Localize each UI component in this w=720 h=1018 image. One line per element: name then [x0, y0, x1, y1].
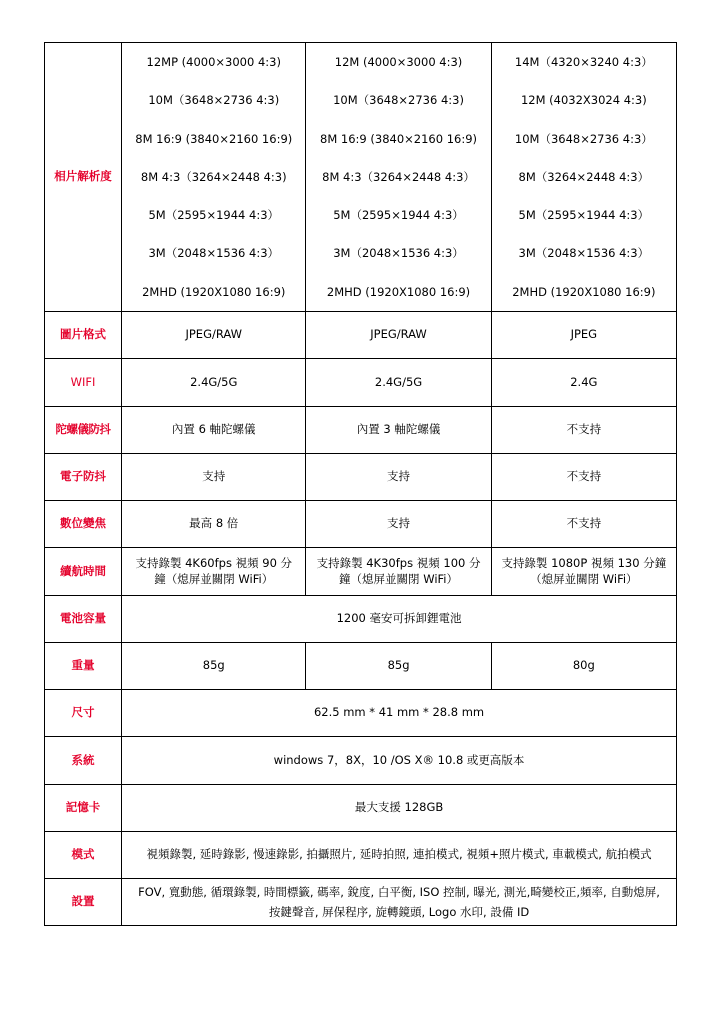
res-b-1: 10M（3648×2736 4:3) [333, 93, 464, 108]
res-b-0: 12M (4000×3000 4:3) [334, 55, 463, 69]
res-b-4: 5M（2595×1944 4:3） [333, 208, 464, 223]
eis-b: 支持 [306, 454, 491, 501]
battery-life-a-line1: 支持錄製 4K60fps 視頻 90 分 [135, 556, 293, 571]
row-battery [45, 596, 677, 643]
zoom-b: 支持 [306, 501, 491, 548]
row-eis [45, 454, 677, 501]
res-c-4: 5M（2595×1944 4:3） [518, 208, 650, 223]
row-resolution [45, 43, 677, 312]
weight-a: 85g [122, 643, 306, 690]
label-weight: 重量 [45, 643, 122, 690]
row-memory [45, 785, 677, 832]
battery-life-b [306, 548, 491, 596]
row-gyro [45, 407, 677, 454]
row-weight [45, 643, 677, 690]
weight-c: 80g [491, 643, 676, 690]
format-a: JPEG/RAW [122, 312, 306, 359]
label-resolution: 相片解析度 [45, 43, 122, 312]
system-value: windows 7，8X，10 /OS X® 10.8 或更高版本 [122, 737, 677, 785]
label-memory: 記憶卡 [45, 785, 122, 832]
eis-c: 不支持 [491, 454, 676, 501]
resolution-cell-c [491, 43, 676, 312]
battery-life-c-line2: （熄屏並關閉 WiFi） [530, 571, 638, 586]
battery-life-a [122, 548, 306, 596]
resolution-cell-b [306, 43, 491, 312]
res-a-2: 8M 16:9 (3840×2160 16:9) [135, 131, 293, 146]
gyro-a: 內置 6 軸陀螺儀 [122, 407, 306, 454]
res-a-4: 5M（2595×1944 4:3） [148, 208, 280, 223]
res-a-5: 3M（2048×1536 4:3） [148, 246, 280, 261]
weight-b: 85g [306, 643, 491, 690]
row-battery-life [45, 548, 677, 596]
res-b-5: 3M（2048×1536 4:3） [333, 246, 464, 261]
label-settings: 設置 [45, 879, 122, 926]
gyro-b: 內置 3 軸陀螺儀 [306, 407, 491, 454]
res-c-6: 2MHD (1920X1080 16:9) [512, 284, 656, 299]
res-c-0: 14M（4320×3240 4:3） [514, 55, 653, 69]
label-battery-life: 續航時間 [45, 548, 122, 596]
gyro-c: 不支持 [491, 407, 676, 454]
settings-line2: 按鍵聲音, 屏保程序, 旋轉鏡頭, Logo 水印, 設備 ID [268, 905, 530, 920]
memory-value: 最大支援 128GB [122, 785, 677, 832]
label-format: 圖片格式 [45, 312, 122, 359]
row-size [45, 690, 677, 737]
eis-a: 支持 [122, 454, 306, 501]
battery-value: 1200 毫安可拆卸鋰電池 [122, 596, 677, 643]
format-b: JPEG/RAW [306, 312, 491, 359]
label-size: 尺寸 [45, 690, 122, 737]
res-c-1: 12M (4032X3024 4:3) [520, 93, 647, 108]
res-c-2: 10M（3648×2736 4:3） [514, 131, 653, 146]
label-modes: 模式 [45, 832, 122, 879]
label-gyro: 陀螺儀防抖 [45, 407, 122, 454]
row-wifi [45, 359, 677, 407]
settings-line1: FOV, 寬動態, 循環錄製, 時間標籤, 碼率, 銳度, 白平衡, ISO 控制, 曝光, 測光,畸變校正,頻率, 自動熄屏, [138, 885, 660, 900]
res-c-3: 8M（3264×2448 4:3） [518, 169, 650, 184]
zoom-c: 不支持 [491, 501, 676, 548]
format-c: JPEG [491, 312, 676, 359]
res-b-2: 8M 16:9 (3840×2160 16:9) [320, 131, 478, 146]
row-zoom [45, 501, 677, 548]
modes-value: 視頻錄製, 延時錄影, 慢速錄影, 拍攝照片, 延時拍照, 連拍模式, 視頻+照片模式, 車載模式, 航拍模式 [122, 832, 677, 879]
res-c-5: 3M（2048×1536 4:3） [518, 246, 650, 261]
battery-life-b-line1: 支持錄製 4K30fps 視頻 100 分 [316, 556, 481, 571]
battery-life-a-line2: 鐘（熄屏並關閉 WiFi） [154, 571, 274, 586]
size-value: 62.5 mm * 41 mm * 28.8 mm [122, 690, 677, 737]
label-wifi: WIFI [45, 359, 122, 407]
res-a-3: 8M 4:3（3264×2448 4:3) [140, 169, 287, 184]
wifi-a: 2.4G/5G [122, 359, 306, 407]
label-system: 系統 [45, 737, 122, 785]
label-zoom: 數位變焦 [45, 501, 122, 548]
battery-life-b-line2: 鐘（熄屏並關閉 WiFi） [339, 571, 458, 586]
battery-life-c [491, 548, 676, 596]
zoom-a: 最高 8 倍 [122, 501, 306, 548]
res-a-1: 10M（3648×2736 4:3) [148, 93, 280, 108]
row-format [45, 312, 677, 359]
row-settings [45, 879, 677, 926]
wifi-b: 2.4G/5G [306, 359, 491, 407]
res-a-0: 12MP (4000×3000 4:3) [146, 55, 281, 69]
res-a-6: 2MHD (1920X1080 16:9) [142, 284, 286, 299]
resolution-cell-a [122, 43, 306, 312]
res-b-3: 8M 4:3（3264×2448 4:3） [322, 169, 475, 184]
wifi-c: 2.4G [491, 359, 676, 407]
spec-table [44, 42, 677, 926]
settings-value [122, 879, 677, 926]
label-eis: 電子防抖 [45, 454, 122, 501]
row-modes [45, 832, 677, 879]
label-battery: 電池容量 [45, 596, 122, 643]
battery-life-c-line1: 支持錄製 1080P 視頻 130 分鐘 [501, 556, 667, 571]
row-system [45, 737, 677, 785]
res-b-6: 2MHD (1920X1080 16:9) [326, 284, 471, 299]
